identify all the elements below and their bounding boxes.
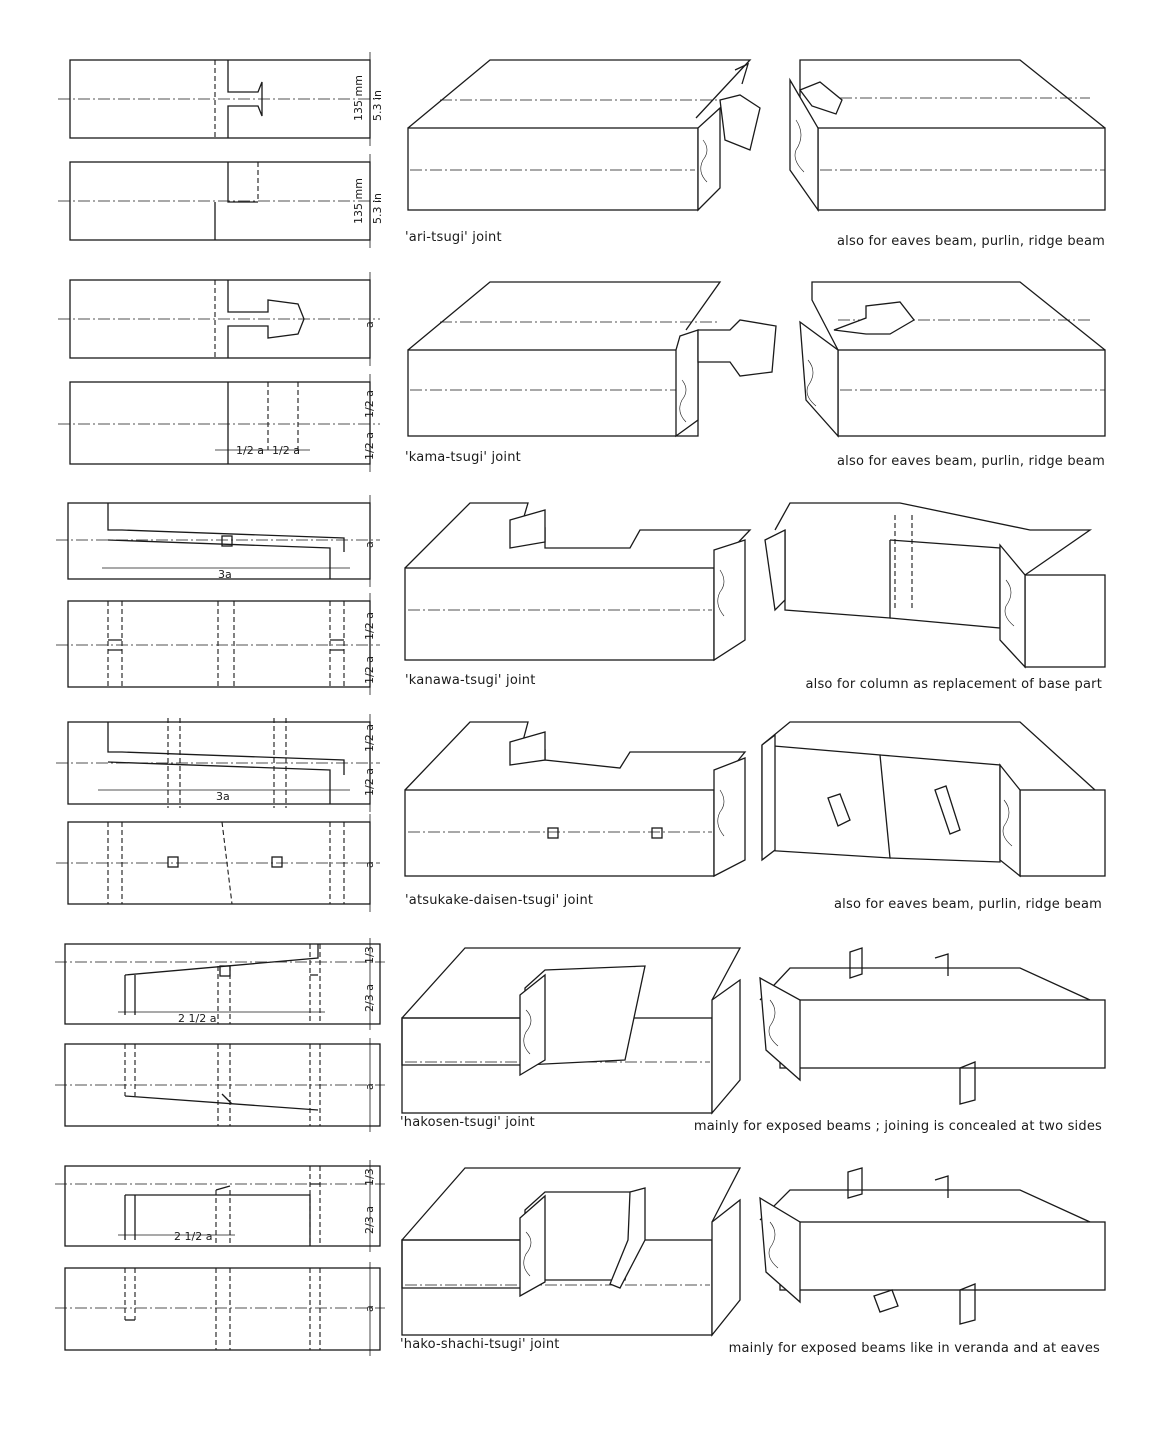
dim-label: 3a: [216, 790, 230, 803]
dim-label: 1/2 a: [272, 444, 300, 457]
dim-label: a: [363, 1305, 376, 1312]
dim-label: 1/2 a: [363, 724, 376, 752]
isometric-female-piece: [760, 1168, 1105, 1324]
isometric-female-piece: [800, 282, 1105, 436]
joint-name: 'ari-tsugi' joint: [405, 230, 502, 245]
joint-row-kama-tsugi: [58, 272, 1105, 472]
joint-use: mainly for exposed beams ; joining is concealed at two sides: [693, 1119, 1102, 1134]
plan-view-bottom: [56, 814, 380, 912]
dim-label: 1/2 a: [363, 390, 376, 418]
joint-name: 'kama-tsugi' joint: [405, 450, 521, 465]
plan-view-top: [55, 938, 385, 1030]
dim-label: 1/2 a: [363, 768, 376, 796]
dim-label: a: [363, 541, 376, 548]
isometric-male-piece: [405, 722, 745, 876]
plan-view-top: [58, 52, 384, 146]
dim-label: a: [363, 321, 376, 328]
dim-label: 1/2 a: [236, 444, 264, 457]
dim-label: 135 mm: [352, 75, 365, 121]
dim-label: 2/3 a: [363, 1206, 376, 1234]
joint-row-ari-tsugi: [58, 52, 1105, 249]
isometric-female-piece: [765, 503, 1105, 667]
joint-use: mainly for exposed beams like in veranda and at eaves: [728, 1341, 1100, 1356]
joint-name: 'hakosen-tsugi' joint: [400, 1115, 535, 1130]
joint-name: 'hako-shachi-tsugi' joint: [400, 1337, 560, 1352]
isometric-male-piece: [408, 282, 776, 436]
dim-label: 1/3: [363, 946, 376, 964]
joint-row-hakosen-tsugi: [55, 938, 1105, 1134]
joint-use: also for eaves beam, purlin, ridge beam: [837, 454, 1105, 469]
joint-use: also for eaves beam, purlin, ridge beam: [837, 234, 1105, 249]
joint-row-kanawa-tsugi: [56, 495, 1105, 695]
plan-view-top: [56, 495, 380, 587]
joint-row-atsukake-daisen-tsugi: [56, 714, 1105, 912]
dim-label: a: [363, 861, 376, 868]
dim-label: 1/3: [363, 1168, 376, 1186]
dim-label: 3a: [218, 568, 232, 581]
isometric-female-piece: [760, 948, 1105, 1104]
joint-name: 'kanawa-tsugi' joint: [405, 673, 536, 688]
joint-row-hako-shachi-tsugi: [55, 1160, 1105, 1356]
plan-view-bottom: [55, 1038, 385, 1132]
plan-view-top: [56, 714, 380, 812]
joint-use: also for eaves beam, purlin, ridge beam: [834, 897, 1102, 912]
dim-label: 5.3 in: [371, 89, 384, 121]
isometric-female-piece: [762, 722, 1105, 876]
dim-label: 1/2 a: [363, 612, 376, 640]
joint-use: also for column as replacement of base part: [805, 677, 1102, 692]
isometric-male-piece: [408, 60, 760, 210]
dim-label: 5.3 in: [371, 192, 384, 224]
dim-label: a: [363, 1083, 376, 1090]
dim-label: 1/2 a: [363, 432, 376, 460]
isometric-male-piece: [405, 503, 750, 660]
isometric-male-piece: [402, 1168, 740, 1335]
dim-label: 135 mm: [352, 178, 365, 224]
plan-view-bottom: [58, 374, 380, 472]
dim-label: 2 1/2 a: [178, 1012, 217, 1025]
dim-label: 1/2 a: [363, 656, 376, 684]
plan-view-top: [58, 272, 380, 366]
dim-label: 2/3 a: [363, 984, 376, 1012]
joint-name: 'atsukake-daisen-tsugi' joint: [405, 893, 594, 908]
plan-view-bottom: [58, 154, 384, 248]
plan-view-bottom: [56, 593, 380, 695]
dim-label: 2 1/2 a: [174, 1230, 213, 1243]
plan-view-top: [55, 1160, 385, 1252]
plan-view-bottom: [55, 1262, 385, 1356]
isometric-male-piece: [402, 948, 740, 1113]
isometric-female-piece: [790, 60, 1105, 210]
